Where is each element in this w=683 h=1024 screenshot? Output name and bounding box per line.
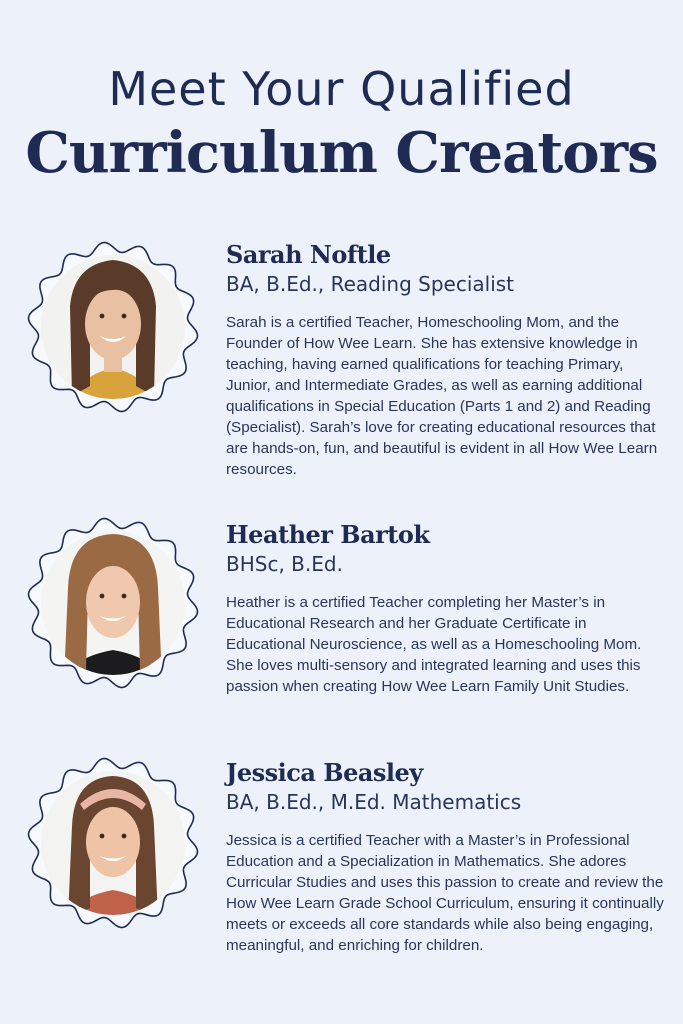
profile-credentials: BA, B.Ed., Reading Specialist xyxy=(226,272,515,296)
profile-bio: Heather is a certified Teacher completing her Master’s in Educational Research and her Graduate Certificate in Educational Neuroscience, as well as a Homeschooling Mom. She loves multi-sensory and integrated learning and uses this passion when creating How Wee Learn Family Unit Studies. xyxy=(226,594,642,695)
portrait-svg xyxy=(22,752,204,934)
page-title-line-1: Meet Your Qualified xyxy=(108,62,575,116)
profile-info xyxy=(226,240,666,480)
profile-bio: Sarah is a certified Teacher, Homeschooling Mom, and the Founder of How Wee Learn. She has extensive knowledge in teaching, having earned qualifications for teaching Primary, Junior, and Intermediate Grades, as well as earning additional qualifications in Special Education (Parts 1 and 2) and Reading (Specialist). Sarah’s love for creating educational resources that are hands-on, fun, and beautiful is evident in all How Wee Learn resources. xyxy=(226,314,658,478)
profile-credentials: BHSc, B.Ed. xyxy=(226,552,343,576)
portrait-photo xyxy=(22,752,204,934)
profile-info xyxy=(226,758,666,956)
page-title-line-2: Curriculum Creators xyxy=(25,120,658,186)
profile-name: Sarah Noftle xyxy=(226,240,391,269)
profile-name: Heather Bartok xyxy=(226,520,430,549)
profile-name: Jessica Beasley xyxy=(226,758,423,787)
portrait-svg xyxy=(22,512,204,694)
portrait-svg xyxy=(22,236,204,418)
portrait-photo xyxy=(22,236,204,418)
profile-info xyxy=(226,520,666,697)
profile-credentials: BA, B.Ed., M.Ed. Mathematics xyxy=(226,790,522,814)
profile-bio: Jessica is a certified Teacher with a Master’s in Professional Education and a Specialization in Mathematics. She adores Curricular Studies and uses this passion to create and review the How Wee Learn Grade School Curriculum, ensuring it continually meets or exceeds all core standards while also being engaging, meaningful, and enriching for children. xyxy=(226,832,664,954)
portrait-photo xyxy=(22,512,204,694)
